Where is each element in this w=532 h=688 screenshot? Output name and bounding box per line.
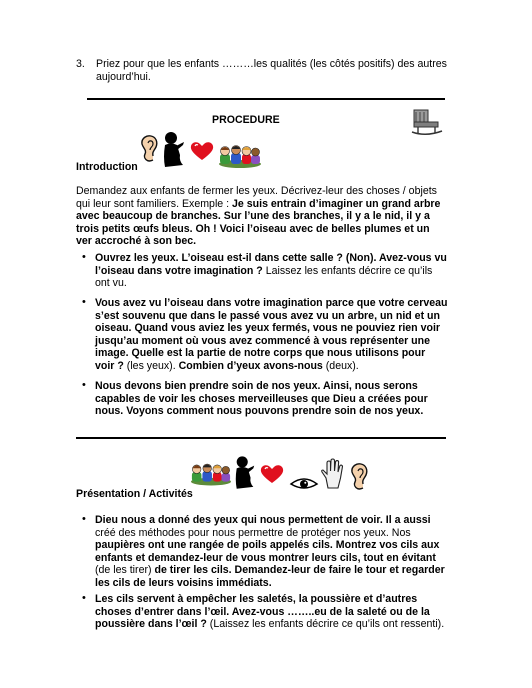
intro-line: trois petits œufs bleus. Oh ! Voici l’oiseau avec de belles plumes et un <box>76 222 430 235</box>
section-divider <box>87 98 445 100</box>
procedure-title: PROCEDURE <box>212 114 280 126</box>
presentation-bullet-2: Les cils servent à empêcher les saletés, la poussière et d’autres choses d’entrer dans l’œil. Avez-vous ……..eu de la saleté ou de la poussière dans l’œil ? (Laissez les enfants décrire ce qu’ils ont ressenti). <box>95 593 445 631</box>
intro-line: avec beaucoup de branches. Sur l’une des branches, il y a le nid, il y a <box>76 210 430 223</box>
intro-bullet-1: Ouvrez les yeux. L’oiseau est-il dans cette salle ? (Non). Avez-vous vu l’oiseau dans votre imagination ? Laissez les enfants décrire ce qu’ils ont vu. <box>95 252 447 290</box>
praying-child-icon <box>233 455 257 491</box>
intro-line: ver accroché à son bec. <box>76 235 197 248</box>
item-3-text-line1: Priez pour que les enfants ………les qualités (les côtés positifs) des autres <box>96 58 447 70</box>
heart-icon <box>259 463 285 485</box>
section-divider <box>76 437 446 439</box>
eye-icon <box>289 477 319 491</box>
bullet-symbol: • <box>82 296 86 308</box>
intro-bullet-3: Nous devons bien prendre soin de nos yeux. Ainsi, nous serons capables de voir les choses merveilleuses que Dieu a créées pour nous. Voyons comment nous pouvons prendre soin de nos yeux. <box>95 380 428 418</box>
ear-icon <box>349 462 369 492</box>
item-3-number: 3. <box>76 58 85 70</box>
presentation-bullet-1: Dieu nous a donné des yeux qui nous permettent de voir. Il a aussi créé des méthodes pour nous permettre de protéger nos yeux. Nos paupières ont une rangée de poils appelés cils. Montrez vos cils aux enfants et demandez-leur de vous montrer leurs cils, tout en évitant (de les tirer) de tirer les cils. Demandez-leur de faire le tour et regarder les cils de leurs voisins immédiats. <box>95 514 445 589</box>
intro-bullet-2: Vous avez vu l’oiseau dans votre imagination parce que votre cerveau s’est souvenu que dans le passé vous avez vu un arbre, un nid et un oiseau. Quand vous aviez les yeux fermés, vous ne pouviez rien voir jusqu’au moment où vous avez commencé à vous représenter une image. Quelle est la partie de notre corps que nous utilisons pour voir ? (les yeux). Combien d’yeux avons-nous (deux). <box>95 297 448 372</box>
children-group-icon <box>218 144 262 168</box>
introduction-label: Introduction <box>76 161 138 173</box>
bullet-symbol: • <box>82 513 86 525</box>
intro-line: qui leur sont familiers. Exemple : Je suis entrain d’imaginer un grand arbre <box>76 197 441 210</box>
bullet-symbol: • <box>82 592 86 604</box>
praying-child-icon <box>161 131 187 169</box>
bullet-symbol: • <box>82 379 86 391</box>
children-group-icon <box>190 462 232 486</box>
item-3-text-line2: aujourd’hui. <box>96 70 151 83</box>
heart-icon <box>189 140 215 162</box>
rocking-chair-icon <box>410 108 444 136</box>
introduction-paragraph <box>76 185 440 248</box>
hand-icon <box>320 458 346 490</box>
bullet-symbol: • <box>82 251 86 263</box>
ear-icon <box>139 134 159 164</box>
presentation-label: Présentation / Activités <box>76 488 193 500</box>
intro-line: Demandez aux enfants de fermer les yeux. Décrivez-leur des choses / objets <box>76 185 437 197</box>
